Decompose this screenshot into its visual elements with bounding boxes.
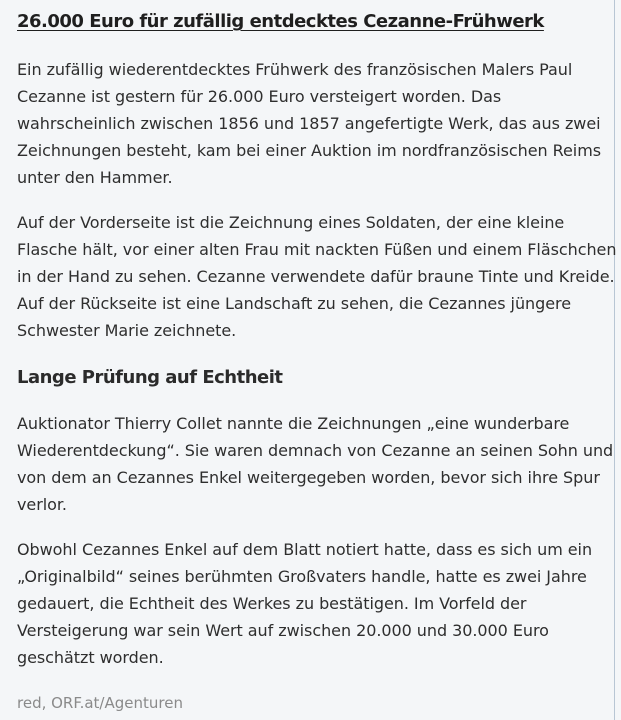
article-paragraph-1: Ein zufällig wiederentdecktes Frühwerk des französischen Malers Paul Cezanne ist gestern für 26.000 Euro versteigert worden. Das wahrscheinlich zwischen 1856 und 1857 angefertigte Werk, das aus zwei Zeichnungen besteht, kam bei einer Auktion im nordfranzösischen Reims unter den Hammer. — [17, 60, 602, 187]
article-headline: 26.000 Euro für zufällig entdecktes Cezanne-Frühwerk — [17, 11, 544, 32]
article-subheading: Lange Prüfung auf Echtheit — [17, 367, 283, 388]
article-paragraph-3: Auktionator Thierry Collet nannte die Zeichnungen „eine wunderbare Wiederentdeckung“. Sie waren demnach von Cezanne an seinen Sohn und von dem an Cezannes Enkel weitergegeben worden, bevor sich ihre Spur verlor. — [17, 414, 614, 514]
article-paragraph-4: Obwohl Cezannes Enkel auf dem Blatt notiert hatte, dass es sich um ein „Originalbild“ seines berühmten Großvaters handle, hatte es zwei Jahre gedauert, die Echtheit des Werkes zu bestätigen. Im Vorfeld der Versteigerung war sein Wert auf zwischen 20.000 und 30.000 Euro geschätzt worden. — [17, 540, 593, 667]
article-source: red, ORF.at/Agenturen — [17, 694, 183, 712]
article-paragraph-2: Auf der Vorderseite ist die Zeichnung eines Soldaten, der eine kleine Flasche hält, vor einer alten Frau mit nackten Füßen und einem Fläschchen in der Hand zu sehen. Cezanne verwendete dafür braune Tinte und Kreide. Auf der Rückseite ist eine Landschaft zu sehen, die Cezannes jüngere Schwester Marie zeichnete. — [17, 213, 617, 340]
